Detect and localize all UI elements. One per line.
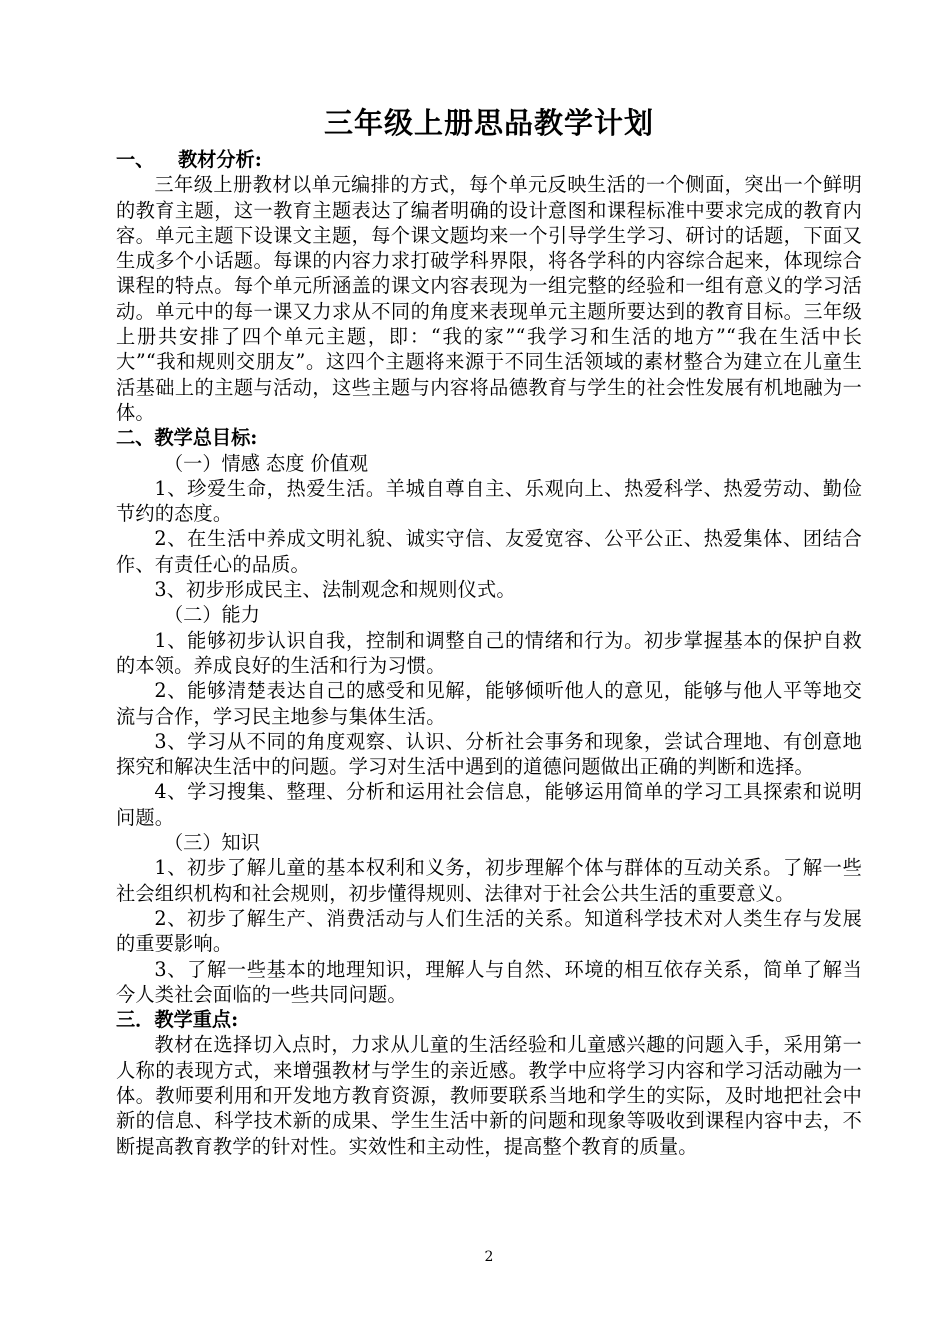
- goal-item: 4、学习搜集、整理、分析和运用社会信息，能够运用简单的学习工具探索和说明问题。: [116, 780, 862, 829]
- section-number: 一、: [116, 148, 155, 171]
- subsection-title-ability: （二）能力: [164, 603, 260, 627]
- goal-item: 3、初步形成民主、法制观念和规则仪式。: [154, 578, 516, 602]
- goal-item: 3、学习从不同的角度观察、认识、分析社会事务和现象，尝试合理地、有创意地探究和解决生活中的问题。学习对生活中遇到的道德问题做出正确的判断和选择。: [116, 729, 862, 779]
- document-page: [116, 0, 862, 1344]
- document-title: 三年级上册思品教学计划: [323, 106, 654, 140]
- section-title: 教材分析:: [178, 148, 262, 171]
- page-number: 2: [484, 1249, 494, 1265]
- section-heading-teaching-goals: 二、教学总目标:: [116, 426, 258, 450]
- section-heading-textbook-analysis: [116, 147, 862, 172]
- subsection-title-emotion: （一）情感 态度 价值观: [164, 451, 369, 475]
- paragraph: 三年级上册教材以单元编排的方式，每个单元反映生活的一个侧面，突出一个鲜明的教育主题，这一教育主题表达了编者明确的设计意图和课程标准中要求完成的教育内容。单元主题下设课文主题，每个课文题均来一个引导学生学习、研讨的话题，下面又生成多个小话题。每课的内容力求打破学科界限，将各学科的内容综合起来，体现综合课程的特点。每个单元所涵盖的课文内容表现为一组完整的经验和一组有意义的学习活动。单元中的每一课又力求从不同的角度来表现单元主题所要达到的教育目标。三年级上册共安排了四个单元主题，即：“我的家”“我学习和生活的地方”“我在生活中长大”“我和规则交朋友”。这四个主题将来源于不同生活领域的素材整合为建立在儿童生活基础上的主题与活动，这些主题与内容将品德教育与学生的社会性发展有机地融为一体。: [116, 173, 862, 424]
- goal-item: 3、了解一些基本的地理知识，理解人与自然、环境的相互依存关系，简单了解当今人类社会面临的一些共同问题。: [116, 957, 862, 1006]
- goal-item: 2、在生活中养成文明礼貌、诚实守信、友爱宽容、公平公正、热爱集体、团结合作、有责任心的品质。: [116, 527, 862, 576]
- goal-item: 2、能够清楚表达自己的感受和见解，能够倾听他人的意见，能够与他人平等地交流与合作，学习民主地参与集体生活。: [116, 679, 862, 728]
- goal-item: 1、初步了解儿童的基本权利和义务，初步理解个体与群体的互动关系。了解一些社会组织机构和社会规则，初步懂得规则、法律对于社会公共生活的重要意义。: [116, 856, 862, 905]
- section-heading-teaching-focus: 三．教学重点:: [116, 1008, 239, 1032]
- goal-item: 1、能够初步认识自我，控制和调整自己的情绪和行为。初步掌握基本的保护自救的本领。养成良好的生活和行为习惯。: [116, 628, 862, 677]
- subsection-title-knowledge: （三）知识: [164, 831, 260, 855]
- goal-item: 1、珍爱生命，热爱生活。羊城自尊自主、乐观向上、热爱科学、热爱劳动、勤俭节约的态度。: [116, 476, 862, 526]
- document-body: [116, 147, 862, 1159]
- paragraph: 教材在选择切入点时，力求从儿童的生活经验和儿童感兴趣的问题入手，采用第一人称的表现方式，来增强教材与学生的亲近感。教学中应将学习内容和学习活动融为一体。教师要利用和开发地方教育资源，教师要联系当地和学生的实际，及时地把社会中新的信息、科学技术新的成果、学生生活中新的问题和现象等吸收到课程内容中去，不断提高教育教学的针对性。实效性和主动性，提高整个教育的质量。: [116, 1033, 862, 1158]
- goal-item: 2、初步了解生产、消费活动与人们生活的关系。知道科学技术对人类生存与发展的重要影响。: [116, 906, 862, 956]
